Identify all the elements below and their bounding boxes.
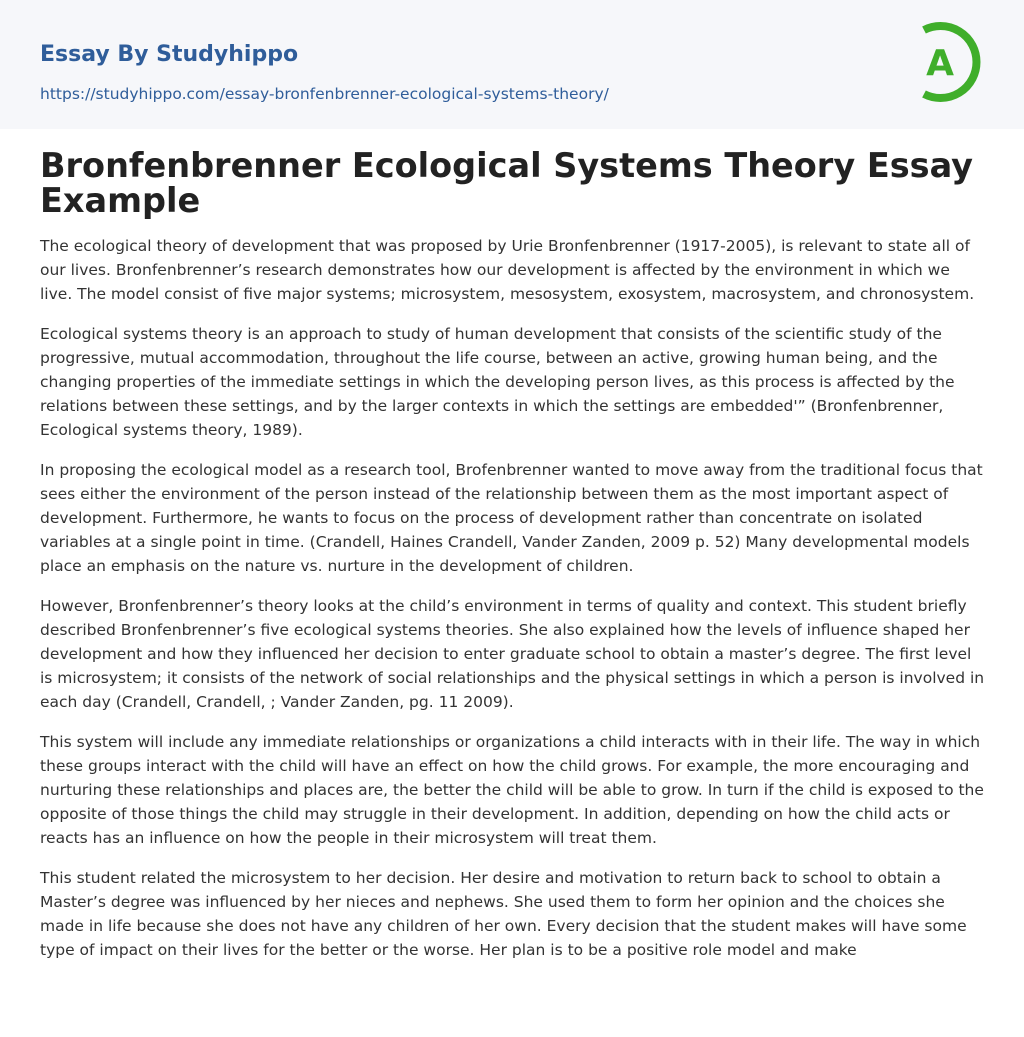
brand-title[interactable]: Essay By Studyhippo xyxy=(40,42,299,67)
article xyxy=(40,148,986,978)
source-url-link[interactable]: https://studyhippo.com/essay-bronfenbrenner-ecological-systems-theory/ xyxy=(40,85,609,103)
paragraph: Ecological systems theory is an approach to study of human development that consists of the scientific study of the progressive, mutual accommodation, throughout the life course, between an active, growing human being, and the changing properties of the immediate settings in which the developing person lives, as this process is affected by the relations between these settings, and by the larger contexts in which the settings are embedded'” (Bronfenbrenner, Ecological systems theory, 1989). xyxy=(40,325,955,439)
paragraph: The ecological theory of development that was proposed by Urie Bronfenbrenner (1917-2005), is relevant to state all of our lives. Bronfenbrenner’s research demonstrates how our development is affected by the environment in which we live. The model consist of five major systems; microsystem, mesosystem, exosystem, macrosystem, and chronosystem. xyxy=(40,237,975,303)
page-title: Bronfenbrenner Ecological Systems Theory Essay Example xyxy=(40,146,973,220)
paragraph: This student related the microsystem to her decision. Her desire and motivation to return back to school to obtain a Master’s degree was influenced by her nieces and nephews. She used them to form her opinion and the choices she made in life because she does not have any children of her own. Every decision that the student makes will have some type of impact on their lives for the better or the worse. Her plan is to be a positive role model and make xyxy=(40,869,967,959)
paragraph: This system will include any immediate relationships or organizations a child interacts with in their life. The way in which these groups interact with the child will have an effect on how the child grows. For example, the more encouraging and nurturing these relationships and places are, the better the child will be able to grow. In turn if the child is exposed to the opposite of those things the child may struggle in their development. In addition, depending on how the child acts or reacts has an influence on how the people in their microsystem will treat them. xyxy=(40,733,984,847)
paragraph: However, Bronfenbrenner’s theory looks at the child’s environment in terms of quality and context. This student briefly described Bronfenbrenner’s five ecological systems theories. She also explained how the levels of influence shaped her development and how they influenced her decision to enter graduate school to obtain a master’s degree. The first level is microsystem; it consists of the network of social relationships and the physical settings in which a person is involved in each day (Crandell, Crandell, ; Vander Zanden, pg. 11 2009). xyxy=(40,597,985,711)
paragraph: In proposing the ecological model as a research tool, Brofenbrenner wanted to move away from the traditional focus that sees either the environment of the person instead of the relationship between them as the most important aspect of development. Furthermore, he wants to focus on the process of development rather than concentrate on isolated variables at a single point in time. (Crandell, Haines Crandell, Vander Zanden, 2009 p. 52) Many developmental models place an emphasis on the nature vs. nurture in the development of children. xyxy=(40,461,983,575)
site-header xyxy=(0,0,1024,129)
studyhippo-logo-icon[interactable] xyxy=(910,20,988,104)
logo-letter: A xyxy=(926,43,954,84)
